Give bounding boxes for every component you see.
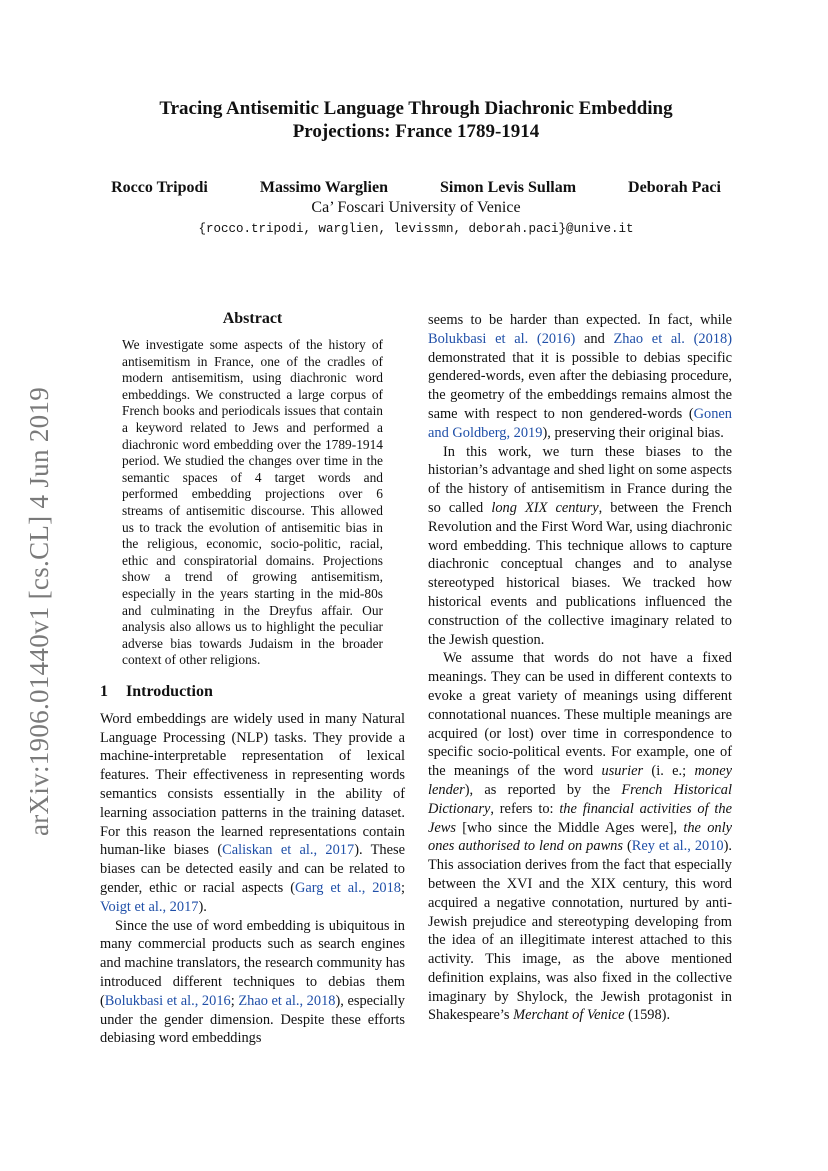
text-run: Since the use of word embedding is ubiquitous in many commercial products such as search engines and machine translators, the research community has introduced different techniques to debias them ( [100,917,405,1009]
emphasis: money lender [428,763,732,798]
text-run: demonstrated that it is possible to debias specific gendered-words, even after the debiasing procedure, the geometry of the embeddings remains almost the same with respect to non gendered-words ( [428,349,732,422]
author-list [100,179,732,197]
right-column [428,311,732,1025]
text-run: and [575,330,614,347]
text-run: ). [198,898,207,915]
emphasis: long XIX century [491,499,599,516]
emphasis: usurier [601,763,644,780]
citation-link[interactable]: Voigt et al., 2017 [100,898,199,915]
citation-link[interactable]: Garg et al., 2018 [295,880,401,897]
emphasis: Merchant of Venice [513,1007,625,1024]
author-name: Simon Levis Sullam [440,179,577,196]
text-run: (1598). [624,1007,671,1024]
abstract-text: We investigate some aspects of the history of antisemitism in France, one of the cradles of modern antisemitism, using diachronic word embeddings. We constructed a large corpus of French books and periodicals issues that contain a keyword related to Jews and performed a diachronic word embedding over the 1789-1914 period. We studied the changes over time in the semantic spaces of 4 target words and performed embedding projections over 6 streams of antisemitic discourse. This allowed us to track the evolution of antisemitic bias in the religious, economic, socio-politic, racial, ethic and conspiratorial domains. Projections show a trend of growing antisemitism, especially in the years starting in the mid-80s and culminating in the Dreyfus affair. Our analysis also allows us to highlight the peculiar adverse bias towards Judaism in the broader context of other religions. [122,337,383,668]
citation-link[interactable]: Bolukbasi et al., 2016 [104,992,231,1009]
text-run: ( [622,838,632,855]
arxiv-identifier-text: arXiv:1906.01440v1 [cs.CL] 4 Jun 2019 [24,386,55,836]
author-emails: {rocco.tripodi, warglien, levissmn, deborah.paci}@unive.it [198,222,634,236]
text-run: ; [401,880,405,897]
emphasis: the only ones authorised to lend on pawns [428,819,732,855]
intro-paragraph-3 [428,443,732,650]
section-number: 1 [100,682,108,700]
citation-link[interactable]: Bolukbasi et al. (2016) [428,330,576,347]
left-column [100,310,405,1048]
text-run: ). This association derives from the fact that especially between the XVI and the XIX century, this word acquired a negative connotation, nurtured by anti-Jewish prejudice and stereotyping developing from the idea of an illegitimate interest attached to this activity. This image, as the above mentioned definition explains, was also fixed in the collective imaginary by Shylock, the Jewish protagonist in Shakespeare’s [428,838,732,1024]
text-run: We assume that words do not have a fixed meanings. They can be used in different contexts to evoke a great variety of meanings using different connotational nuances. These multiple meanings are acquired (or lost) over time in correspondence to specific socio-political events. For example, one of the meanings of the word [428,650,732,780]
paper-title-line-2: Projections: France 1789-1914 [292,121,540,142]
text-run: ), preserving their original bias. [542,424,724,441]
emphasis: the financial activities of the Jews [428,800,732,836]
section-title: Introduction [126,682,213,700]
paper-title-line-1: Tracing Antisemitic Language Through Diachronic Embedding [159,98,673,119]
text-run: ), as reported by the [464,781,622,798]
intro-paragraph-1 [100,710,405,917]
intro-paragraph-2-continued [428,311,732,443]
author-name: Deborah Paci [628,179,721,196]
text-run: ), especially under the gender dimension. Despite these efforts debiasing word embeddings [100,992,405,1047]
text-run: , between the French Revolution and the First Word War, using diachronic word embedding. This technique allows to capture diachronic conceptual changes and to analyse stereotyped historical biases. We tracked how historical events and publications influenced the construction of the collective imaginary related to the Jewish question. [428,499,732,648]
author-name: Rocco Tripodi [111,179,208,196]
emphasis: French Historical Dictionary [428,781,733,817]
text-run: , refers to: [490,800,560,817]
author-name: Massimo Warglien [259,179,388,196]
author-affiliation: Ca’ Foscari University of Venice [311,199,521,216]
intro-paragraph-2-start [100,917,405,1049]
text-run: seems to be harder than expected. In fact, while [428,312,732,328]
text-run: Word embeddings are widely used in many Natural Language Processing (NLP) tasks. They provide a machine-interpretable representation of lexical features. Their effectiveness in representing words semantics consists essentially in the ability of learning association patterns in the training dataset. For this reason the learned representations contain human-like biases ( [100,710,405,859]
section-heading-introduction [100,683,405,701]
text-run: (i. e.; [643,763,695,780]
paper-title [100,97,732,143]
citation-link[interactable]: Zhao et al. (2018) [613,330,732,347]
text-run: In this work, we turn these biases to the historian’s advantage and shed light on some aspects of the history of antisemitism in France during the so called [428,443,732,516]
text-run: [who since the Middle Ages were], [455,819,684,836]
citation-link[interactable]: Rey et al., 2010 [631,838,724,855]
citation-link[interactable]: Gonen and Goldberg, 2019 [428,405,732,441]
abstract-heading: Abstract [222,310,283,327]
text-run: ). These biases can be detected easily and can be related to gender, ethic or racial aspects ( [100,842,406,897]
text-run: ; [230,992,239,1009]
citation-link[interactable]: Zhao et al., 2018 [238,992,336,1009]
intro-paragraph-4 [428,649,732,1025]
arxiv-identifier-stamp [18,378,62,844]
citation-link[interactable]: Caliskan et al., 2017 [222,842,355,859]
